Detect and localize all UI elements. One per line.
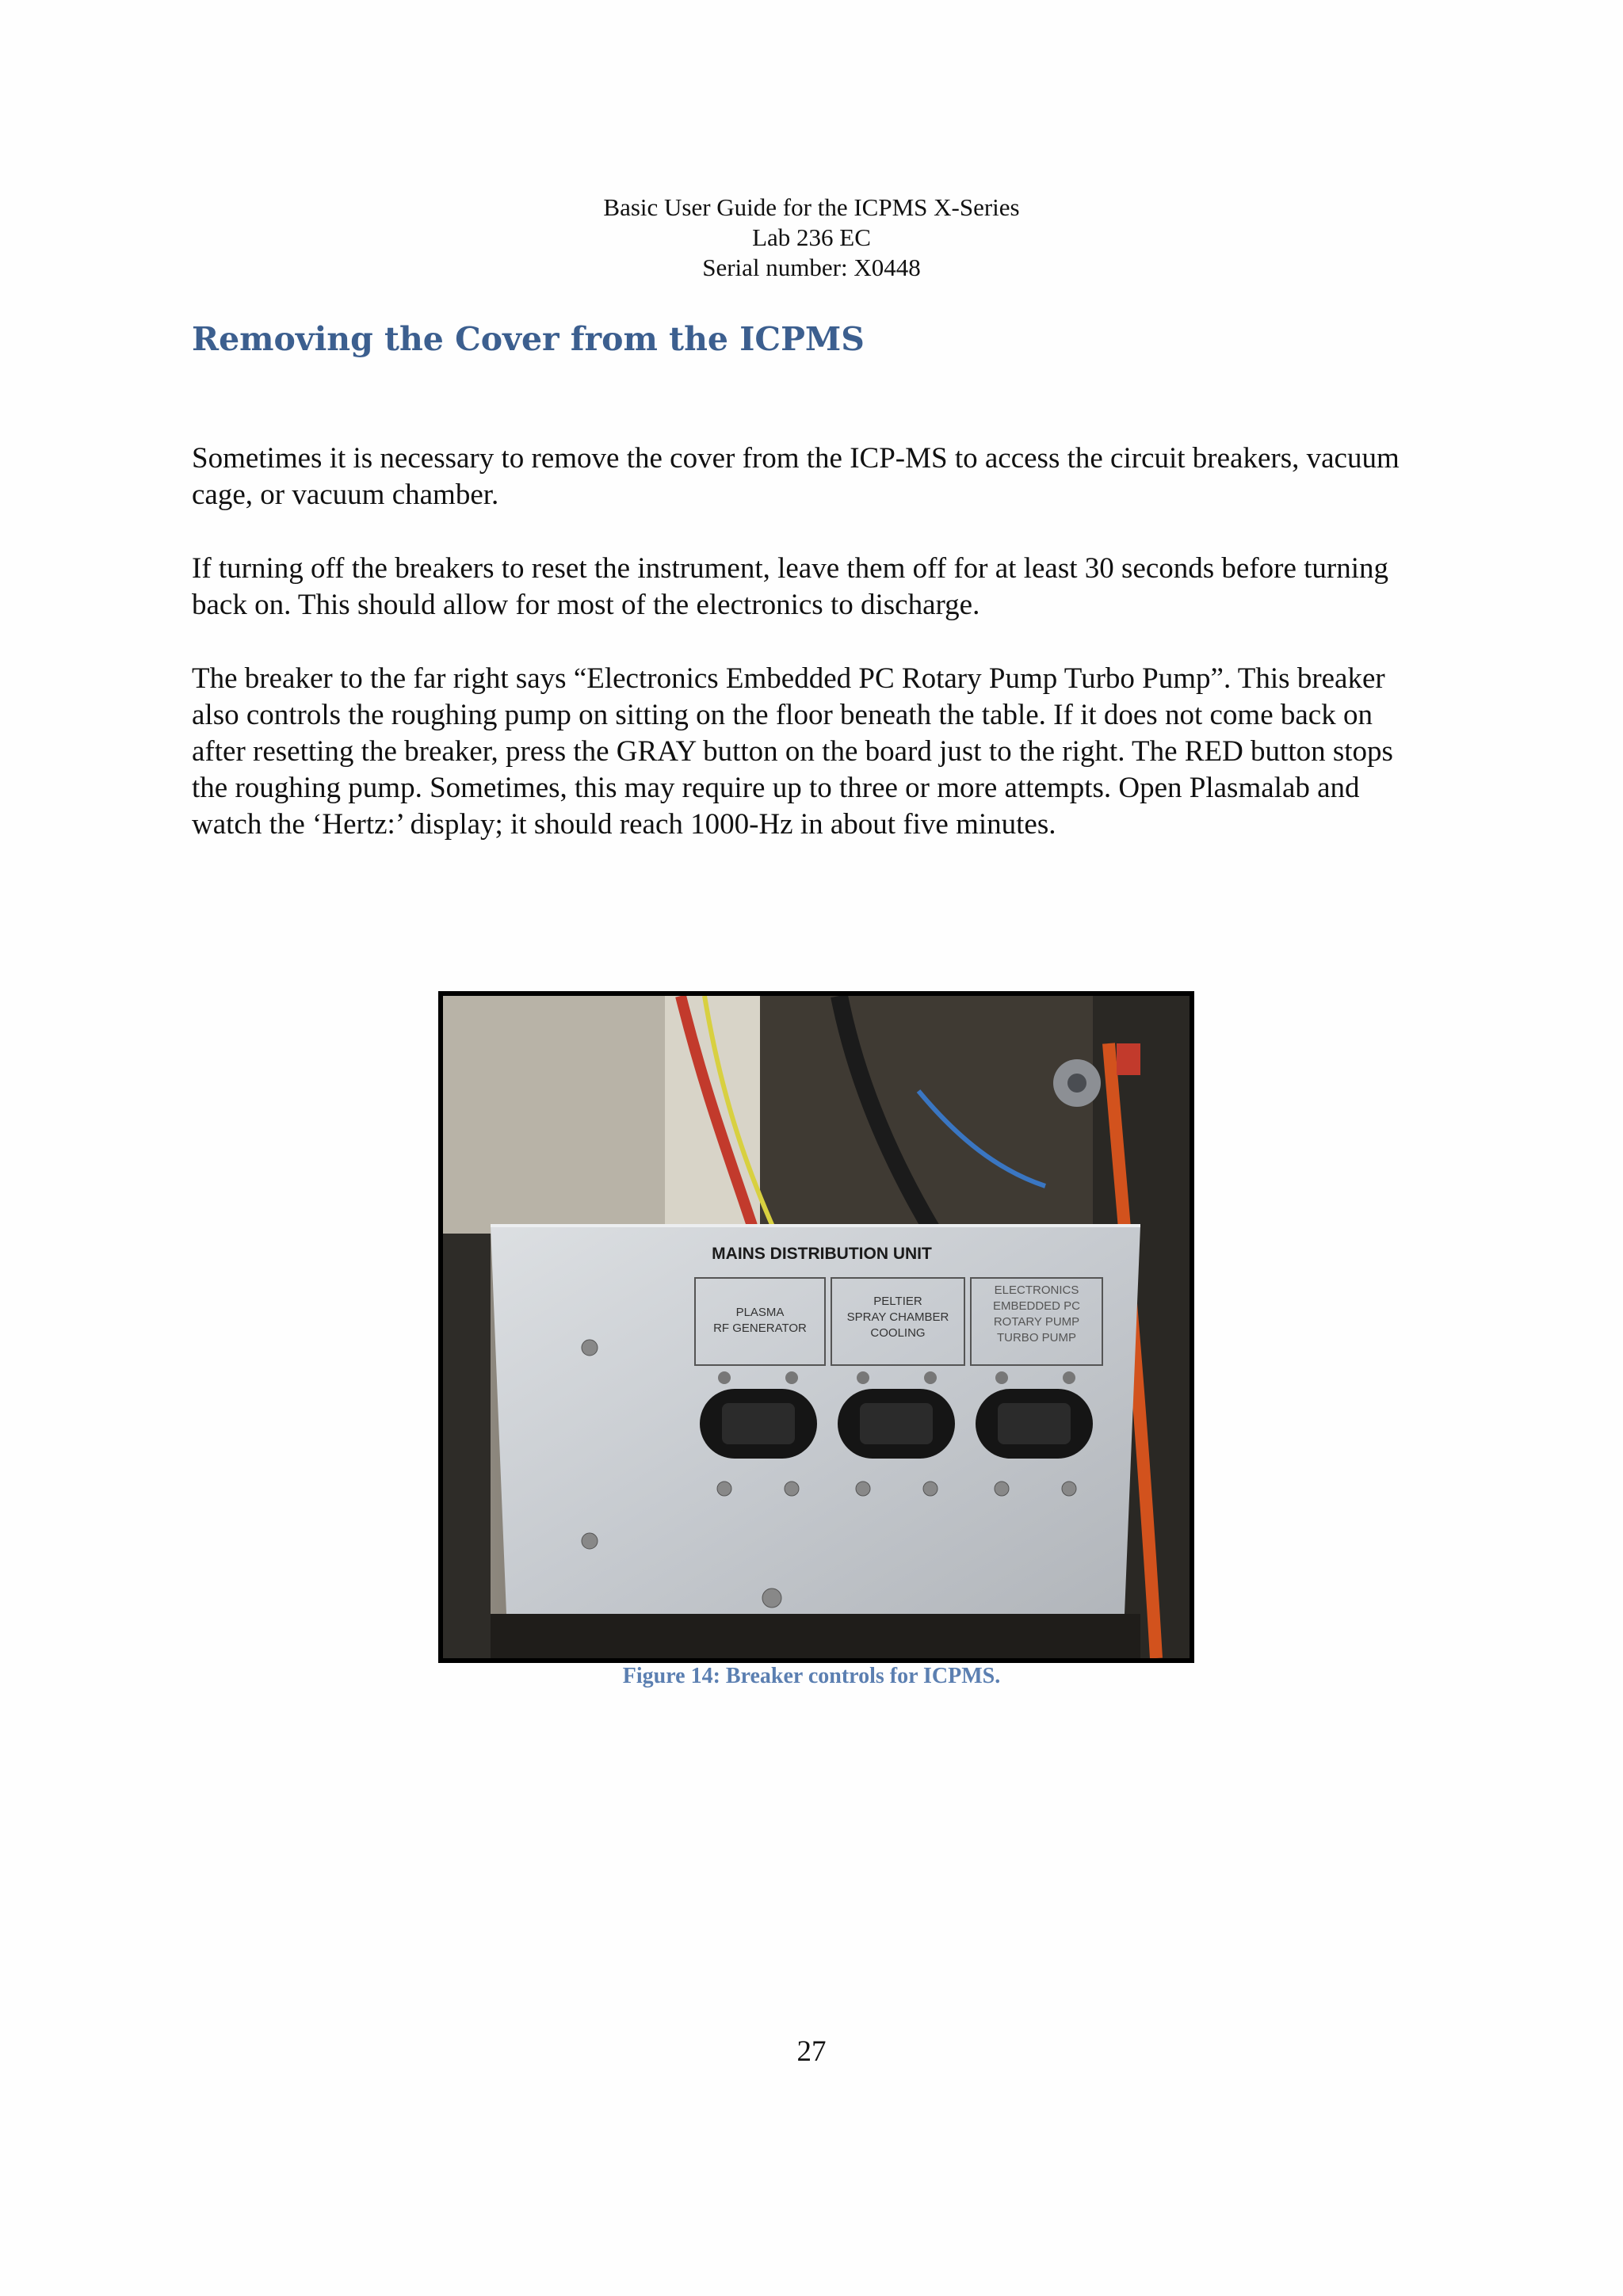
page-number: 27 (796, 2035, 827, 2068)
header-serial: Serial number: X0448 (702, 254, 921, 281)
breaker-1-label-line-1: PLASMA (735, 1306, 785, 1319)
paragraph-far-right-breaker: The breaker to the far right says “Electronics Embedded PC Rotary Pump Turbo Pump”. This breaker also controls the roughing pump on sitting on the floor beneath the table. If it does not come back on after resetting the breaker, press the GRAY button on the board just to the right. The RED button stops the roughing pump. Sometimes, this may require up to three or more attempts. Open Plasmalab and watch the ‘Hertz:’ display; it should reach 1000-Hz in about five minutes. (192, 662, 1393, 841)
breaker-2-label-line-3: COOLING (870, 1326, 926, 1340)
breaker-3-label-line-2: EMBEDDED PC (992, 1299, 1081, 1313)
breaker-1-label-line-2: RF GENERATOR (713, 1322, 807, 1335)
breaker-3-label-line-1: ELECTRONICS (994, 1283, 1079, 1297)
header-lab: Lab 236 EC (752, 223, 871, 251)
section-title: Removing the Cover from the ICPMS (192, 320, 865, 358)
figure-caption: Figure 14: Breaker controls for ICPMS. (622, 1664, 1001, 1688)
page-header (0, 193, 1623, 283)
breaker-3-label-line-4: TURBO PUMP (996, 1331, 1077, 1344)
breaker-photo-illustration (443, 996, 1190, 1658)
unit-title-label: MAINS DISTRIBUTION UNIT (712, 1245, 932, 1263)
breaker-photo (438, 991, 1194, 1663)
header-guide-title: Basic User Guide for the ICPMS X-Series (603, 193, 1020, 221)
breaker-2-label-line-2: SPRAY CHAMBER (846, 1310, 949, 1324)
breaker-3-label-line-3: ROTARY PUMP (993, 1315, 1080, 1329)
breaker-2-label-line-1: PELTIER (873, 1295, 922, 1308)
paragraph-intro: Sometimes it is necessary to remove the cover from the ICP-MS to access the circuit breakers, vacuum cage, or vacuum chamber. (192, 442, 1400, 511)
paragraph-reset: If turning off the breakers to reset the instrument, leave them off for at least 30 seconds before turning back on. This should allow for most of the electronics to discharge. (192, 552, 1389, 621)
